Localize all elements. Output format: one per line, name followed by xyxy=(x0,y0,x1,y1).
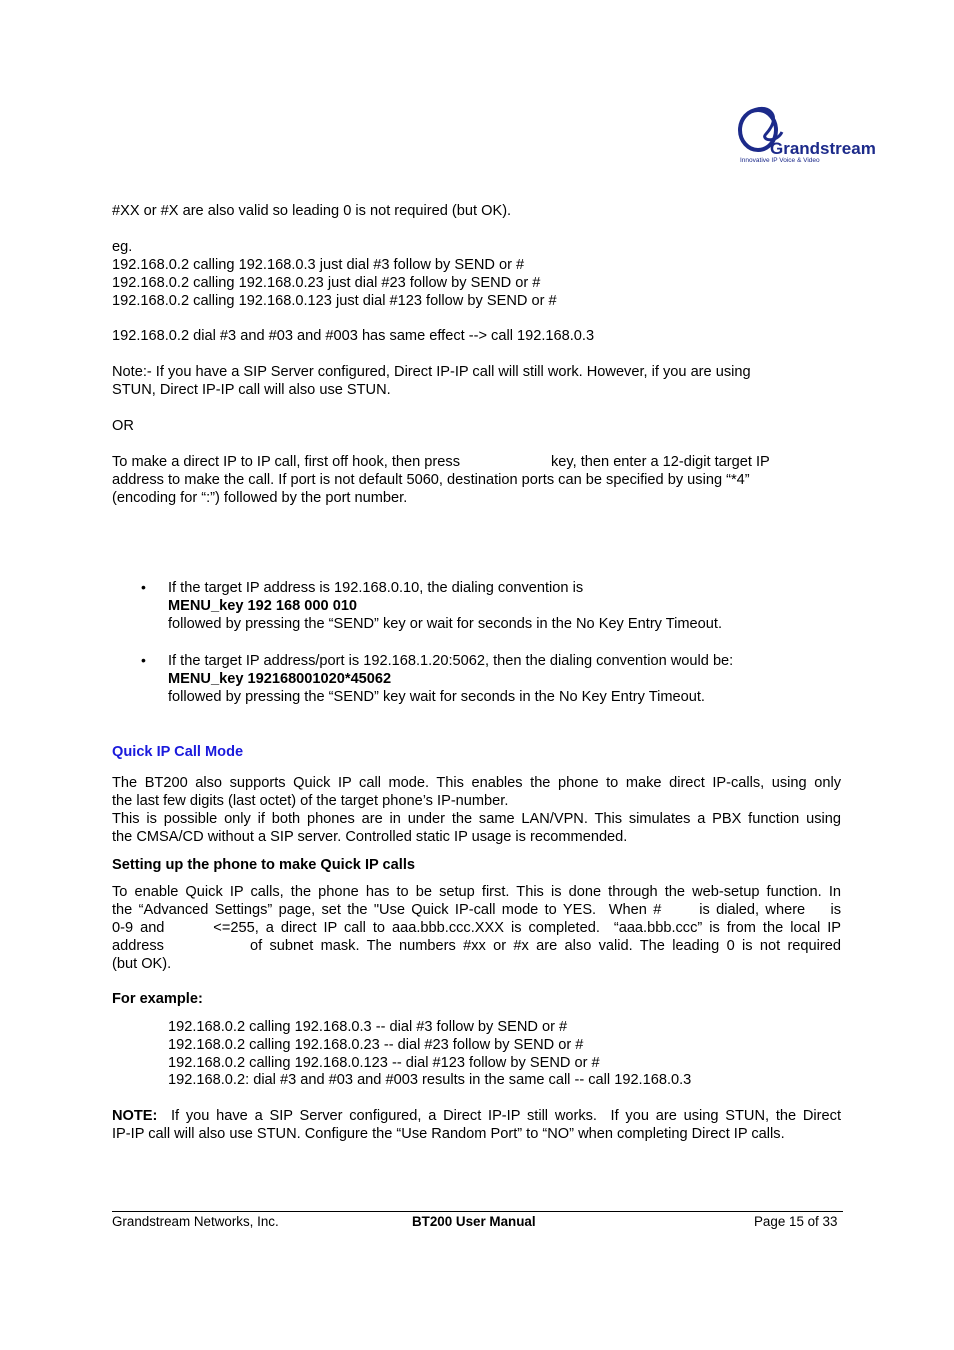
example-line: 192.168.0.2 calling 192.168.0.23 just dial #23 follow by SEND or # xyxy=(112,275,541,291)
example-line: 192.168.0.2 calling 192.168.0.3 -- dial #3 follow by SEND or # xyxy=(168,1019,568,1035)
footer-manual-title: BT200 User Manual xyxy=(412,1214,536,1229)
note-paragraph xyxy=(112,1107,841,1125)
direct-call-text: (encoding for “:”) followed by the port number. xyxy=(112,490,408,506)
quick-ip-paragraph: The BT200 also supports Quick IP call mode. This enables the phone to make direct IP-calls, using only xyxy=(112,775,841,791)
bullet-text: followed by pressing the “SEND” key wait for seconds in the No Key Entry Timeout. xyxy=(168,689,705,705)
bullet-text: If the target IP address is 192.168.0.10, the dialing convention is xyxy=(168,580,584,596)
dial-sequence: MENU_key 192 168 000 010 xyxy=(168,598,358,614)
setup-paragraph: address xyxy=(112,938,164,954)
setup-paragraph: 0-9 and <=255, a direct IP call to aaa.bbb.ccc.XXX is completed. “aaa.bbb.ccc” is from the local IP xyxy=(112,920,841,936)
svg-text:Innovative IP Voice & Video: Innovative IP Voice & Video xyxy=(740,157,820,164)
intro-line: #XX or #X are also valid so leading 0 is not required (but OK). xyxy=(112,203,512,219)
setup-paragraph: the “Advanced Settings” page, set the "Use Quick IP-call mode to YES. When # is dialed, where is xyxy=(112,902,841,918)
section-heading: Quick IP Call Mode xyxy=(112,744,244,760)
quick-ip-paragraph: the CMSA/CD without a SIP server. Controlled static IP usage is recommended. xyxy=(112,829,628,845)
or-label: OR xyxy=(112,418,134,434)
example-line: 192.168.0.2 calling 192.168.0.3 just dial #3 follow by SEND or # xyxy=(112,257,525,273)
setup-paragraph: of subnet mask. The numbers #xx or #x are also valid. The leading 0 is not required xyxy=(250,938,841,954)
example-line: 192.168.0.2 calling 192.168.0.123 just dial #123 follow by SEND or # xyxy=(112,293,557,309)
footer-divider xyxy=(112,1211,843,1212)
direct-call-text: address to make the call. If port is not default 5060, destination ports can be specified by using “*4” xyxy=(112,472,750,488)
note-line: Note:- If you have a SIP Server configured, Direct IP-IP call will still work. However, if you are using xyxy=(112,364,751,380)
eg-label: eg. xyxy=(112,239,133,255)
setup-paragraph: (but OK). xyxy=(112,956,172,972)
example-line: 192.168.0.2: dial #3 and #03 and #003 results in the same call -- call 192.168.0.3 xyxy=(168,1072,692,1088)
note-text: If you have a SIP Server configured, a Direct IP-IP still works. If you are using STUN, the Direct xyxy=(157,1108,841,1124)
example-line: 192.168.0.2 calling 192.168.0.123 -- dial #123 follow by SEND or # xyxy=(168,1055,600,1071)
bullet-text: If the target IP address/port is 192.168.1.20:5062, then the dialing convention would be: xyxy=(168,653,734,669)
bullet-text: followed by pressing the “SEND” key or wait for seconds in the No Key Entry Timeout. xyxy=(168,616,722,632)
dial-sequence: MENU_key 192168001020*45062 xyxy=(168,671,392,687)
direct-call-text: To make a direct IP to IP call, first off hook, then press xyxy=(112,454,460,470)
same-effect-line: 192.168.0.2 dial #3 and #03 and #003 has same effect --> call 192.168.0.3 xyxy=(112,328,595,344)
footer-page-number: Page 15 of 33 xyxy=(754,1214,838,1229)
setup-paragraph: To enable Quick IP calls, the phone has to be setup first. This is done through the web-setup function. In xyxy=(112,884,841,900)
note-label: NOTE: xyxy=(112,1108,158,1124)
note-text: IP-IP call will also use STUN. Configure the “Use Random Port” to “NO” when completing Direct IP calls. xyxy=(112,1126,785,1142)
subsection-heading: Setting up the phone to make Quick IP calls xyxy=(112,857,416,873)
quick-ip-paragraph: the last few digits (last octet) of the target phone’s IP-number. xyxy=(112,793,509,809)
svg-text:Grandstream: Grandstream xyxy=(770,139,876,158)
grandstream-logo xyxy=(736,104,876,168)
example-heading: For example: xyxy=(112,991,203,1007)
note-line: STUN, Direct IP-IP call will also use STUN. xyxy=(112,382,391,398)
quick-ip-paragraph: This is possible only if both phones are in under the same LAN/VPN. This simulates a PBX function using xyxy=(112,811,841,827)
footer-company: Grandstream Networks, Inc. xyxy=(112,1214,279,1229)
bullet-marker: • xyxy=(141,652,146,668)
bullet-marker: • xyxy=(141,579,146,595)
direct-call-text: key, then enter a 12-digit target IP xyxy=(551,454,770,470)
example-line: 192.168.0.2 calling 192.168.0.23 -- dial #23 follow by SEND or # xyxy=(168,1037,584,1053)
